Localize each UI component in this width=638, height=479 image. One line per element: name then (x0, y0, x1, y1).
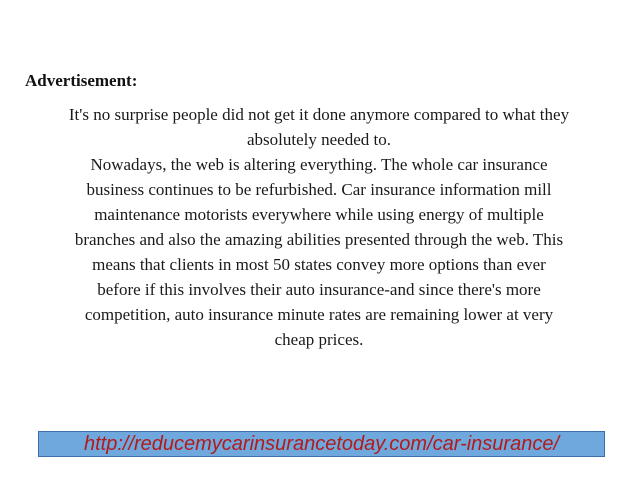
text-line: competition, auto insurance minute rates are remaining lower at very (84, 305, 554, 324)
text-line: business continues to be refurbished. Car insurance information mill (86, 180, 552, 199)
advertisement-heading: Advertisement: (25, 71, 138, 90)
text-line: cheap prices. (274, 330, 364, 349)
text-line: Nowadays, the web is altering everything. The whole car insurance (90, 155, 548, 174)
text-line: branches and also the amazing abilities presented through the web. This (74, 230, 564, 249)
text-line: means that clients in most 50 states convey more options than ever (92, 255, 546, 274)
website-link[interactable]: http://reducemycarinsurancetoday.com/car-insurance/ (83, 433, 560, 455)
text-line: maintenance motorists everywhere while using energy of multiple (94, 205, 544, 224)
text-line: before if this involves their auto insurance-and since there's more (97, 280, 541, 299)
body-paragraph (20, 102, 618, 352)
link-banner (38, 431, 605, 457)
text-line: absolutely needed to. (247, 130, 391, 149)
text-line: It's no surprise people did not get it done anymore compared to what they (68, 105, 570, 124)
